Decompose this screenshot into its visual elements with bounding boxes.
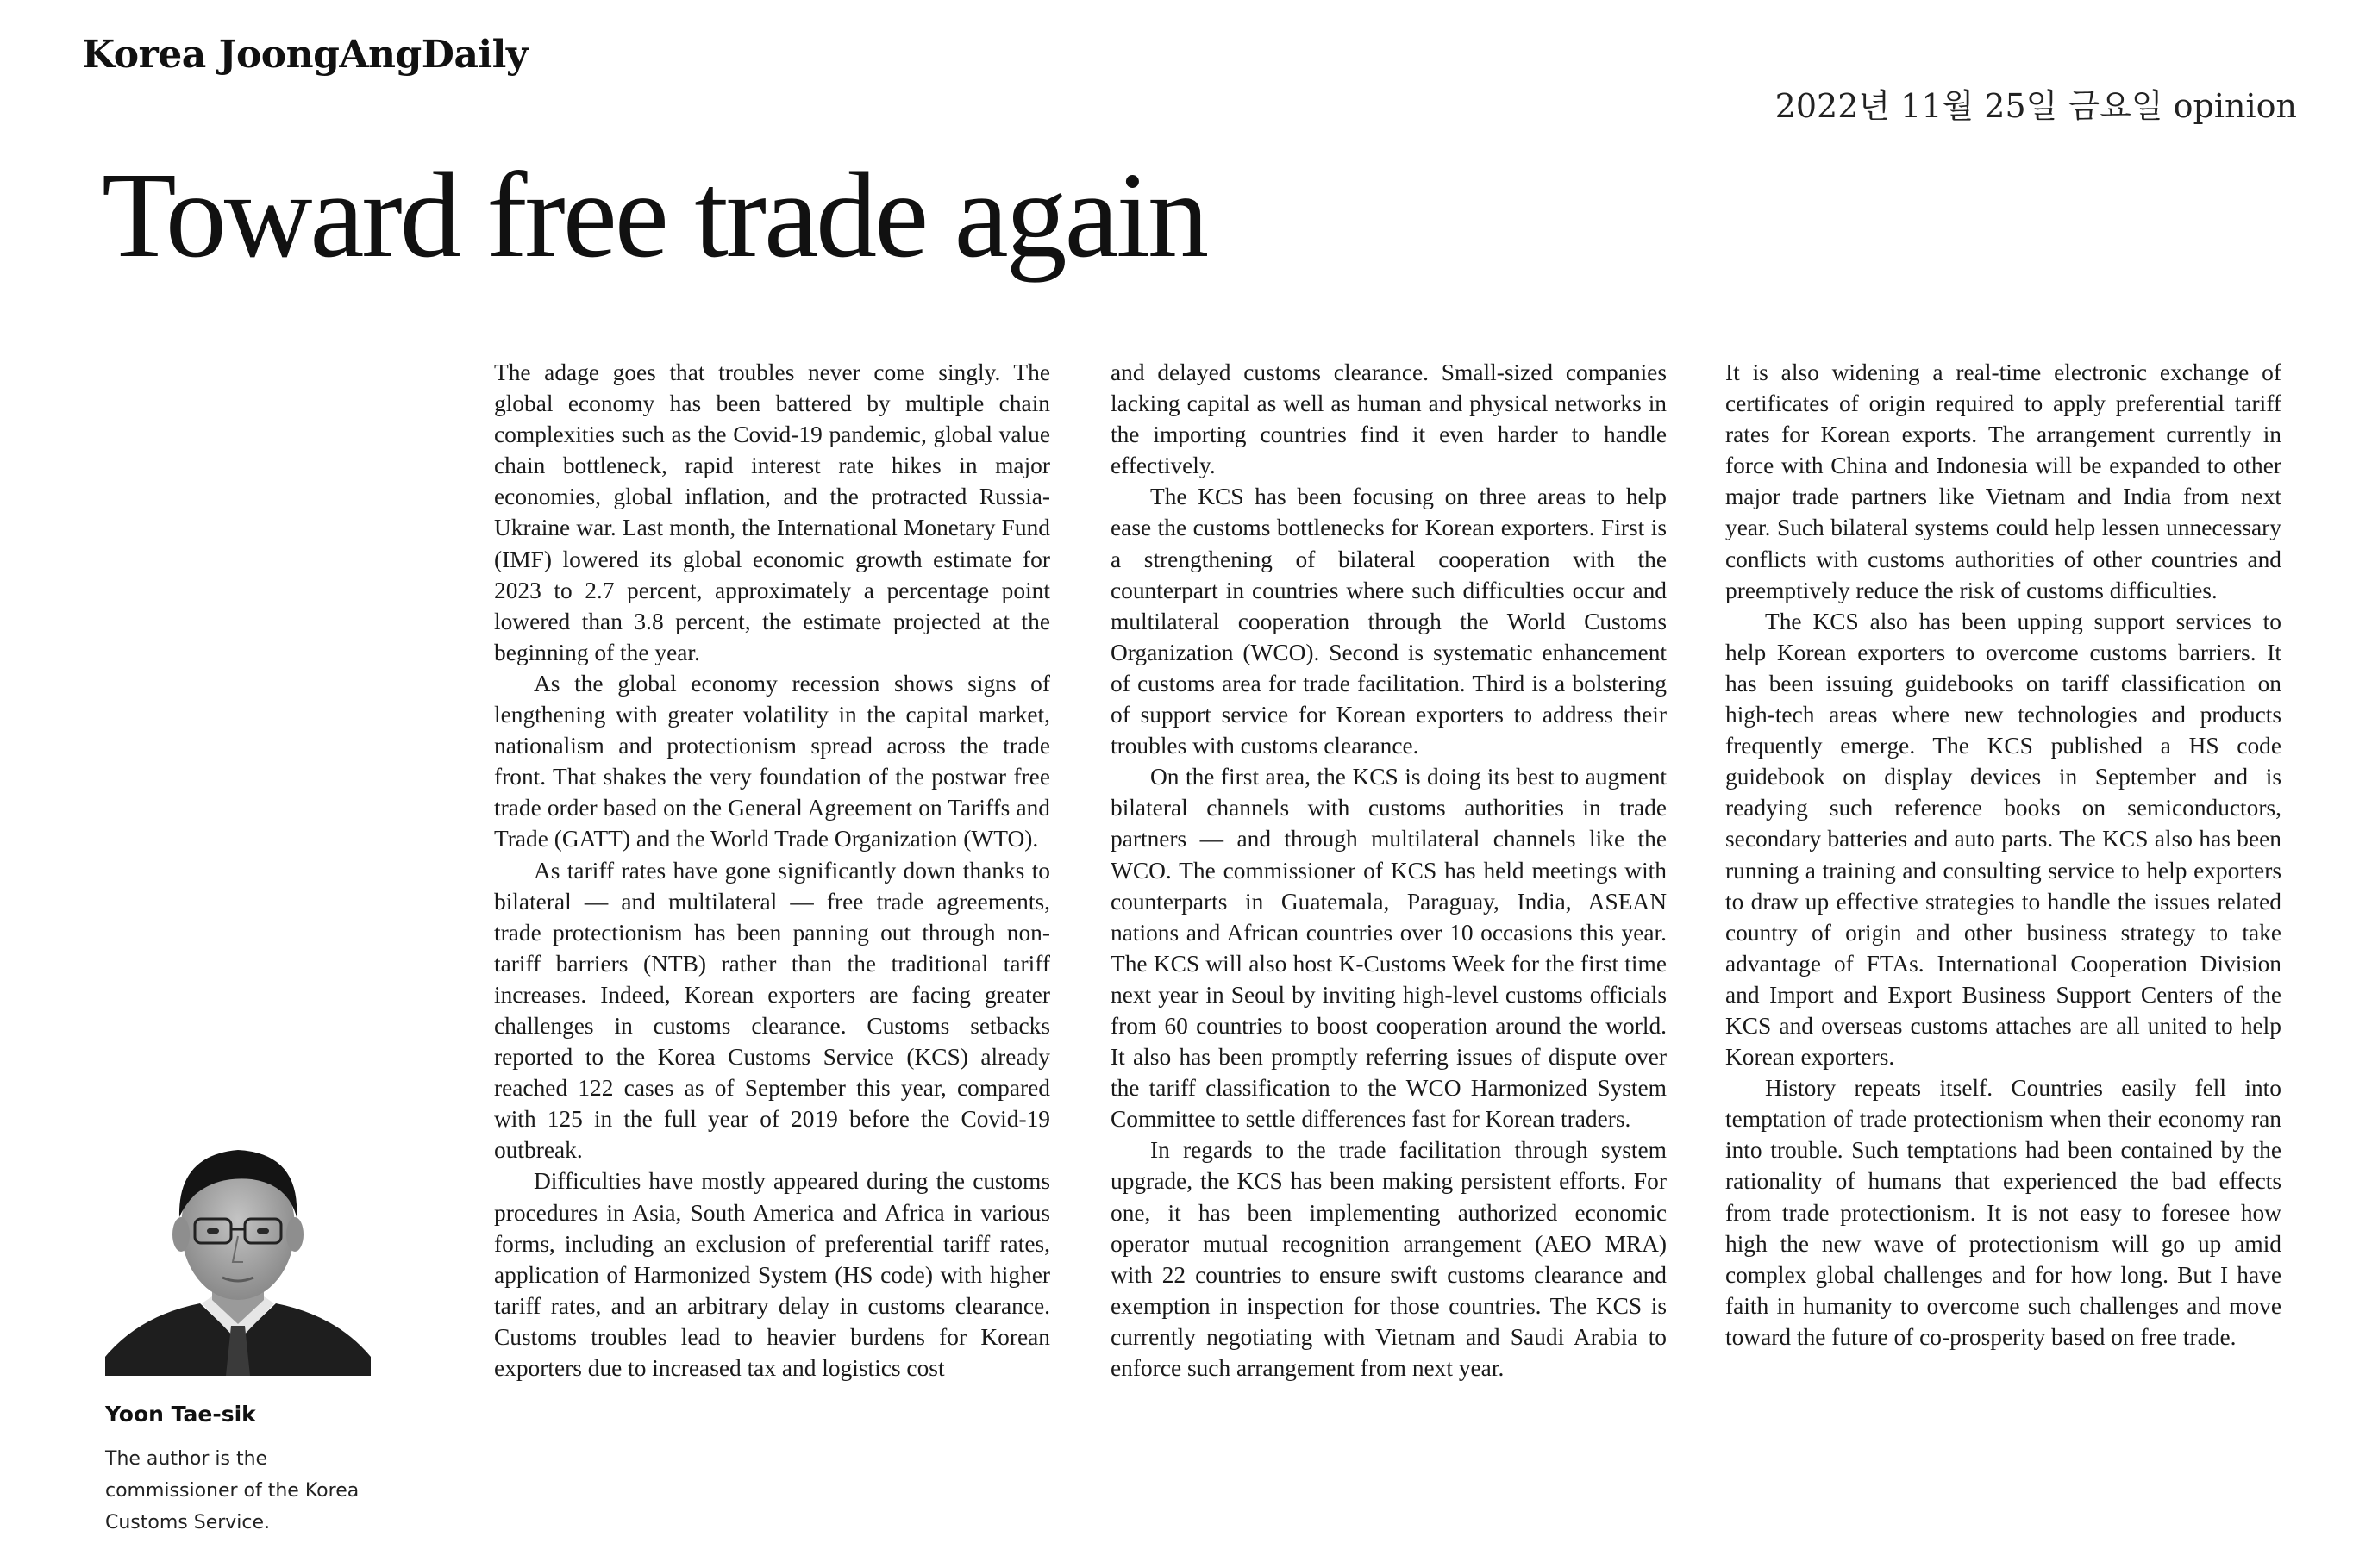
article-column-1 [494,357,1050,1384]
author-name: Yoon Tae-sik [105,1402,256,1427]
article-column-3 [1725,357,2281,1352]
paragraph: The KCS also has been upping support services to help Korean exporters to overcome customs barriers. It has been issuing guidebooks on tariff classification on high-tech areas where new technologies and products frequently emerge. The KCS published a HS code guidebook on display devices in September and is readying such reference books on semiconductors, secondary batteries and auto parts. The KCS also has been running a training and consulting service to help exporters to draw up effective strategies to handle the issues related country of origin and other business strategy to take advantage of FTAs. International Cooperation Division and Import and Export Business Support Centers of the KCS and overseas customs attaches are all united to help Korean exporters. [1725,608,2281,1071]
paragraph: The adage goes that troubles never come singly. The global economy has been battered by multiple chain complexities such as the Covid-19 pandemic, global value chain bottleneck, rapid interest rate hikes in major economies, global inflation, and the protracted Russia-Ukraine war. Last month, the International Monetary Fund (IMF) lowered its global economic growth estimate for 2023 to 2.7 percent, approximately a percentage point lowered than 3.8 percent, the estimate projected at the beginning of the year. [494,359,1050,665]
author-portrait [105,1124,371,1376]
paragraph: On the first area, the KCS is doing its best to augment bilateral channels with customs authorities in trade partners — and through multilateral channels like the WCO. The commissioner of KCS has held meetings with counterparts in Guatemala, Paraguay, India, ASEAN nations and African countries over 10 occasions this year. The KCS will also host K-Customs Week for the first time next year in Seoul by inviting high-level customs officials from 60 countries to boost cooperation around the world. It also has been promptly referring issues of dispute over the tariff classification to the WCO Harmonized System Committee to settle differences fast for Korean traders. [1111,764,1667,1133]
article-column-2 [1111,357,1667,1384]
paragraph: The KCS has been focusing on three areas to help ease the customs bottlenecks for Korean exporters. First is a strengthening of bilateral cooperation with the counterpart in countries where such difficulties occur and multilateral cooperation through the World Customs Organization (WCO). Second is systematic enhancement of customs area for trade facilitation. Third is a bolstering of support service for Korean exporters to address their troubles with customs clearance. [1111,484,1667,759]
paragraph: Difficulties have mostly appeared during the customs procedures in Asia, South America and Africa in various forms, including an exclusion of preferential tariff rates, application of Harmonized System (HS code) with higher tariff rates, and an arbitrary delay in customs clearance. Customs troubles lead to heavier burdens for Korean exporters due to increased tax and logistics cost [494,1168,1050,1381]
dateline: 2022년 11월 25일 금요일 opinion [1774,87,2297,125]
paragraph: It is also widening a real-time electronic exchange of certificates of origin required to apply preferential tariff rates for Korean exports. The arrangement currently in force with China and Indonesia will be expanded to other major trade partners like Vietnam and India from next year. Such bilateral systems could help lessen unnecessary conflicts with customs authorities of other countries and preemptively reduce the risk of customs difficulties. [1725,359,2281,603]
paragraph: As tariff rates have gone significantly down thanks to bilateral — and multilateral — free trade agreements, trade protectionism has been panning out through non-tariff barriers (NTB) rather than the traditional tariff increases. Indeed, Korean exporters are facing greater challenges in customs clearance. Customs setbacks reported to the Korea Customs Service (KCS) already reached 122 cases as of September this year, compared with 125 in the full year of 2019 before the Covid-19 outbreak. [494,857,1050,1164]
author-bio: The author is the commissioner of the Korea Customs Service. [105,1448,360,1534]
paragraph: History repeats itself. Countries easily fell into temptation of trade protectionism when their economy ran into trouble. Such temptations had been contained by the rationality of humans that experienced the bad effects from trade protectionism. It is not easy to foresee how high the new wave of protectionism will go up amid complex global challenges and for how long. But I have faith in humanity to overcome such challenges and move toward the future of co-prosperity based on free trade. [1725,1075,2281,1350]
paragraph: and delayed customs clearance. Small-sized companies lacking capital as well as human and physical networks in the importing countries find it even harder to handle effectively. [1111,359,1667,479]
headline: Toward free trade again [102,147,1207,283]
paragraph: In regards to the trade facilitation through system upgrade, the KCS has been making persistent efforts. For one, it has been implementing authorized economic operator mutual recognition arrangement (AEO MRA) with 22 countries to ensure swift customs clearance and exemption in inspection for those countries. The KCS is currently negotiating with Vietnam and Saudi Arabia to enforce such arrangement from next year. [1111,1137,1667,1381]
masthead-logo: Korea JoongAngDaily [82,33,528,77]
paragraph: As the global economy recession shows signs of lengthening with greater volatility in the capital market, nationalism and protectionism spread across the trade front. That shakes the very foundation of the postwar free trade order based on the General Agreement on Tariffs and Trade (GATT) and the World Trade Organization (WTO). [494,670,1050,853]
